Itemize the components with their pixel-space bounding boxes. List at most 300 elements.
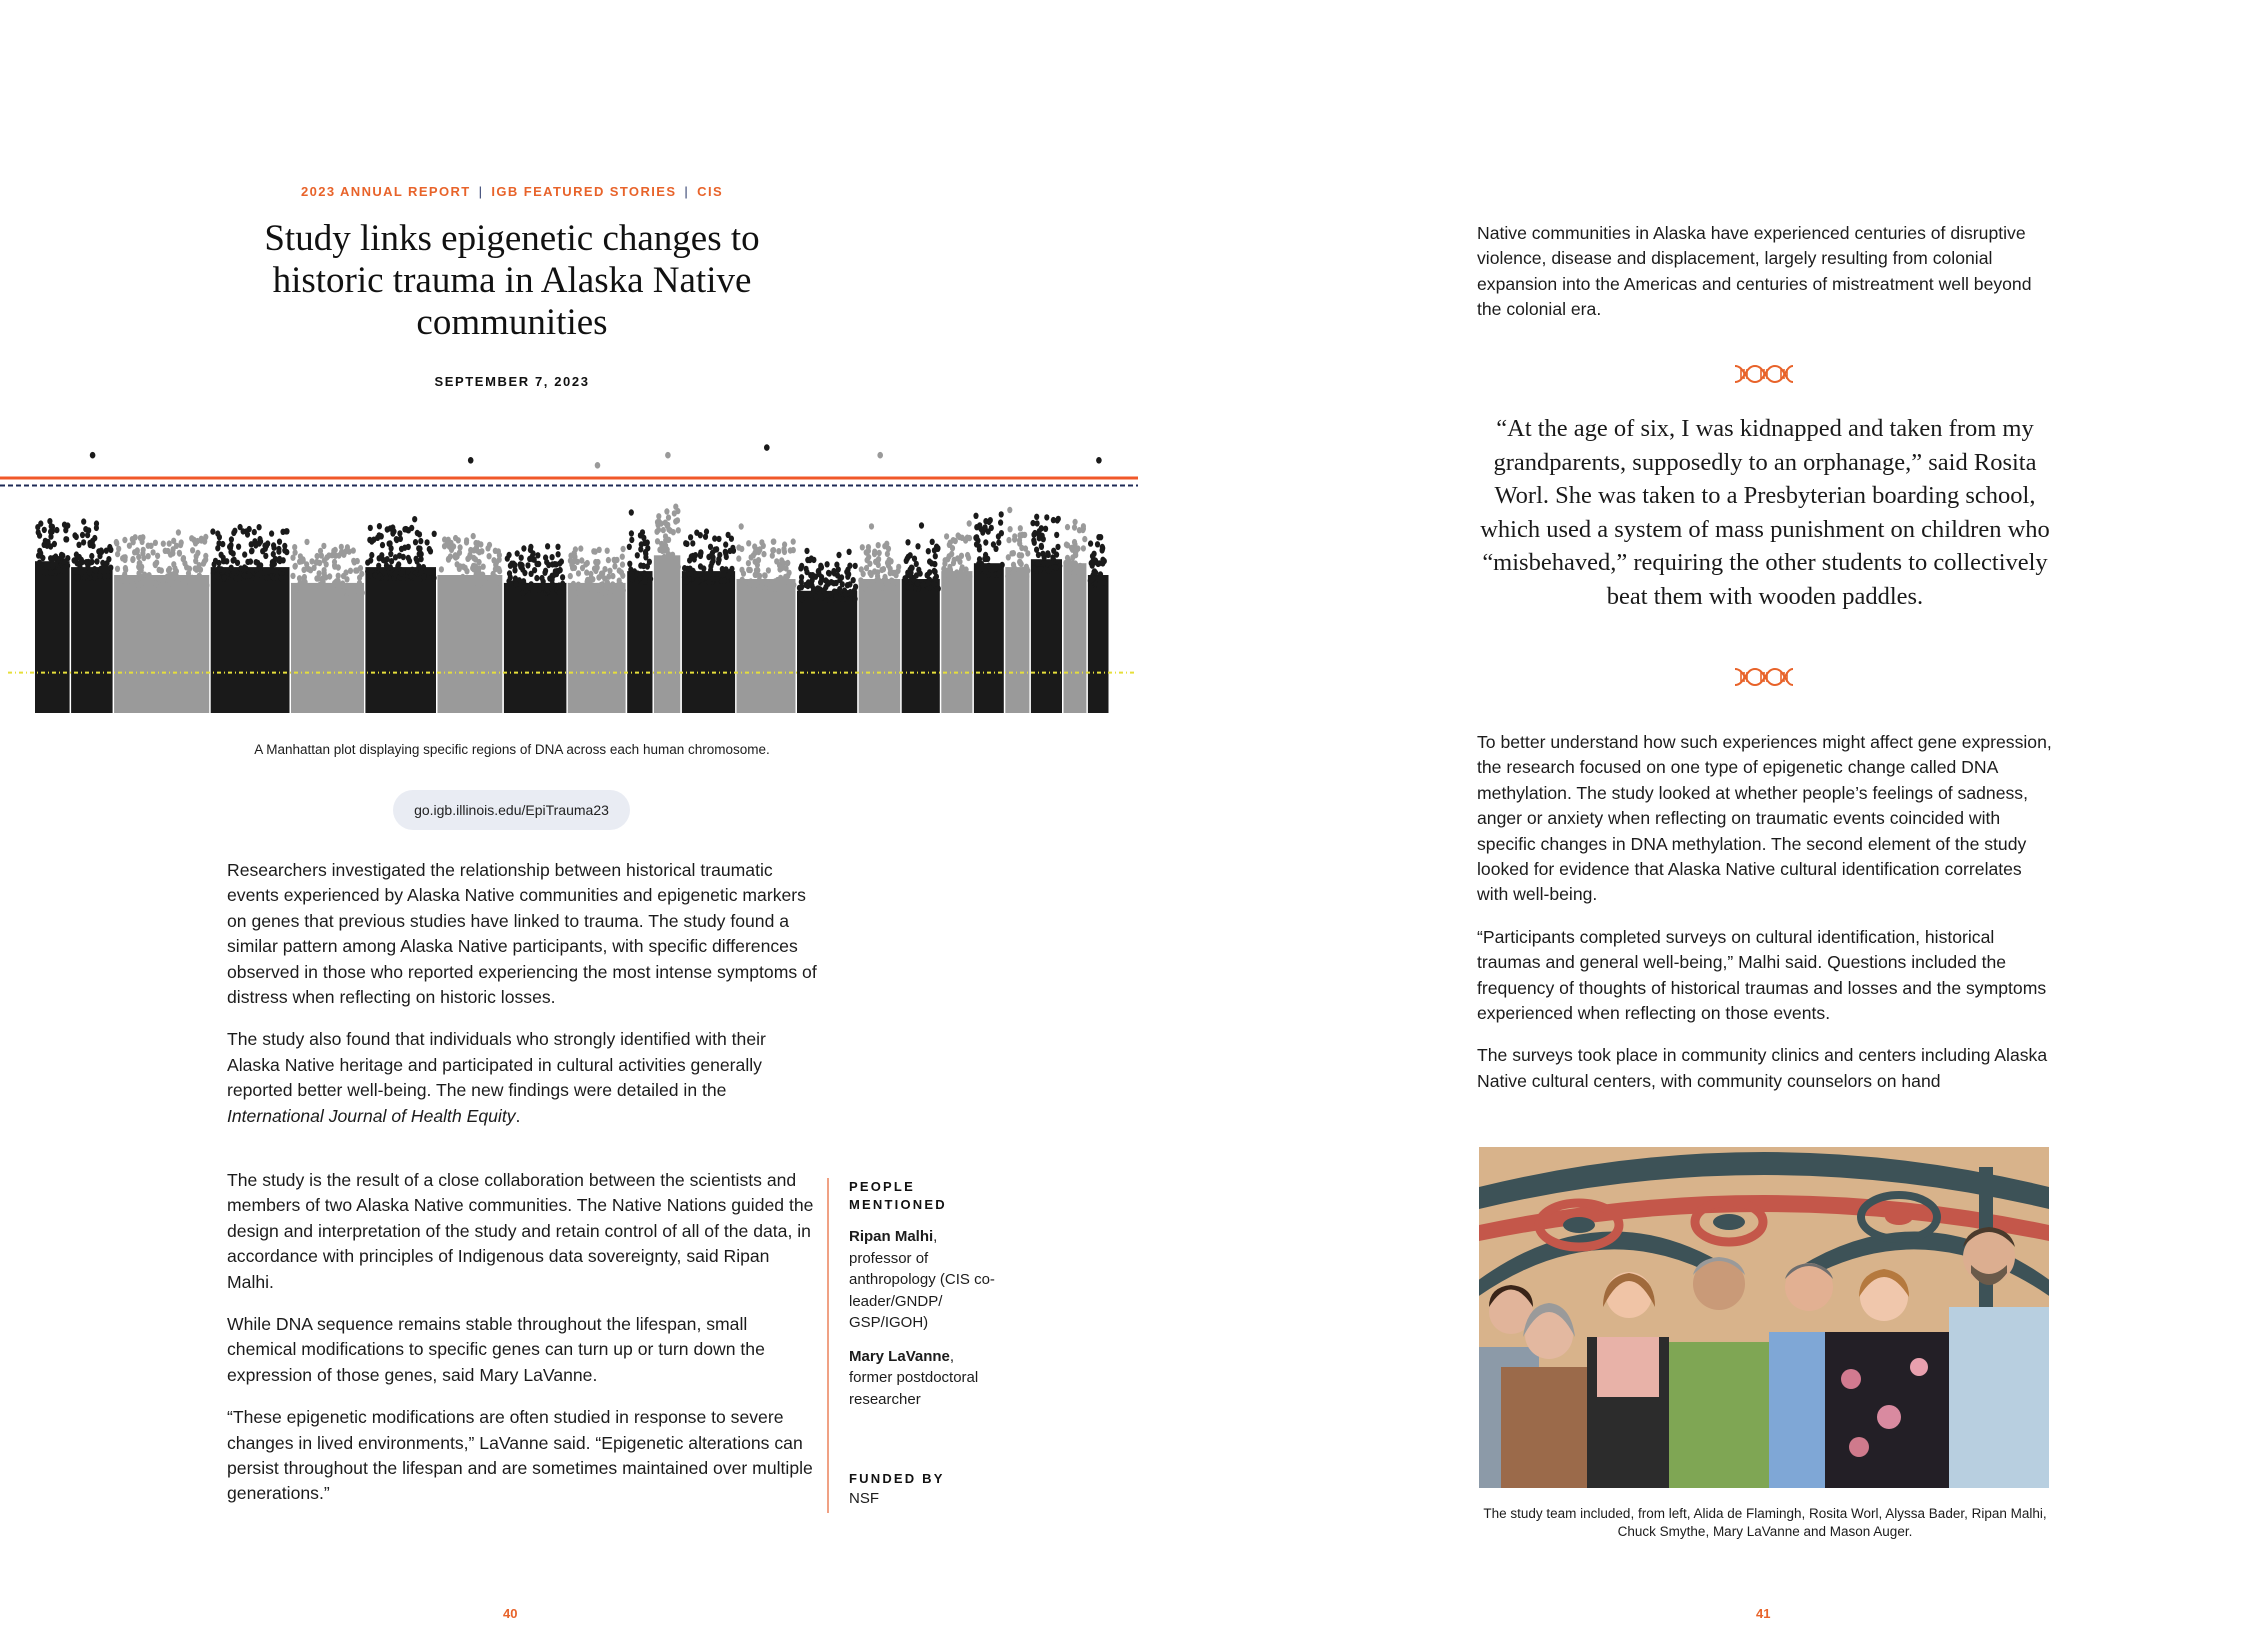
snp-point (605, 579, 610, 585)
snp-point (531, 550, 536, 556)
snp-point (666, 514, 671, 520)
snp-point (595, 583, 600, 589)
snp-point (791, 547, 796, 553)
snp-point (836, 552, 841, 558)
snp-point (773, 578, 778, 584)
snp-point (967, 535, 972, 541)
snp-point (493, 566, 498, 572)
snp-point (123, 554, 128, 560)
snp-point (281, 557, 286, 563)
snp-point (376, 575, 381, 581)
snp-point (54, 527, 59, 533)
snp-point (698, 551, 703, 557)
snp-point (753, 559, 758, 565)
snp-point (737, 586, 742, 592)
snp-point (276, 548, 281, 554)
snp-point (807, 557, 812, 563)
snp-point (810, 572, 815, 578)
snp-point (1095, 541, 1100, 547)
snp-point (605, 548, 610, 554)
snp-point (469, 576, 474, 582)
snp-point (845, 567, 850, 573)
top-hit-point (595, 462, 601, 469)
snp-point (803, 592, 808, 598)
snp-point (676, 527, 681, 533)
article-link-button[interactable]: go.igb.illinois.edu/EpiTrauma23 (393, 790, 630, 830)
body-paragraph: “Participants completed surveys on cultural identification, historical traumas and general well-being,” Malhi said. Questions included the frequency of thoughts of historical traumas and losses and the symptoms experienced when reflecting on those events. (1477, 926, 2047, 1024)
snp-point (654, 529, 659, 535)
snp-point (417, 546, 422, 552)
snp-point (394, 537, 399, 543)
snp-point (42, 527, 47, 533)
snp-point (1025, 568, 1030, 574)
snp-point (431, 569, 436, 575)
chromosome-6 (365, 516, 437, 713)
snp-point (889, 577, 894, 583)
snp-point (456, 537, 461, 543)
snp-point (76, 542, 81, 548)
snp-point (49, 557, 54, 563)
snp-point (755, 567, 760, 573)
snp-point (876, 542, 881, 548)
snp-point (74, 574, 79, 580)
snp-point (1053, 564, 1058, 570)
snp-point (1008, 526, 1013, 532)
snp-point (315, 553, 320, 559)
snp-point (455, 561, 460, 567)
snp-point (171, 546, 176, 552)
snp-point (461, 582, 466, 588)
snp-point (804, 548, 809, 554)
snp-point (92, 535, 97, 541)
snp-point (853, 596, 858, 602)
snp-point (576, 590, 581, 596)
snp-point (1055, 544, 1060, 550)
snp-point (959, 553, 964, 559)
snp-point (171, 538, 176, 544)
snp-point (357, 575, 362, 581)
right-body (1477, 730, 2057, 1111)
snp-point (698, 532, 703, 538)
snp-point (776, 548, 781, 554)
snp-point (231, 550, 236, 556)
person-entry: Mary LaVanne, former postdoctoral researcher (849, 1347, 979, 1408)
snp-point (606, 557, 611, 563)
snp-point (1088, 578, 1093, 584)
snp-point (65, 522, 70, 528)
snp-point (572, 550, 577, 556)
snp-point (43, 538, 48, 544)
snp-point (148, 581, 153, 587)
snp-point (730, 545, 735, 551)
snp-point (629, 530, 634, 536)
snp-point (527, 556, 532, 562)
snp-point (1072, 524, 1077, 530)
snp-point (118, 582, 123, 588)
snp-point (627, 561, 632, 567)
top-hit-point (1096, 457, 1102, 464)
chromosome-20 (1030, 514, 1062, 713)
snp-point (1067, 565, 1072, 571)
snp-point (277, 539, 282, 545)
chromosome-19-points (1005, 567, 1029, 713)
people-sidebar (827, 1178, 999, 1513)
snp-point (431, 575, 436, 581)
top-hit-point (665, 452, 671, 459)
snp-point (709, 560, 714, 566)
snp-point (1024, 573, 1029, 579)
snp-point (464, 568, 469, 574)
snp-point (1007, 507, 1012, 513)
figure-caption: A Manhattan plot displaying specific regions of DNA across each human chromosome. (254, 742, 770, 757)
snp-point (983, 568, 988, 574)
snp-point (983, 518, 988, 524)
snp-point (217, 534, 222, 540)
snp-point (135, 547, 140, 553)
snp-point (528, 544, 533, 550)
snp-point (544, 559, 549, 565)
snp-point (590, 587, 595, 593)
snp-point (89, 553, 94, 559)
snp-point (179, 539, 184, 545)
snp-point (823, 584, 828, 590)
snp-point (663, 520, 668, 526)
snp-point (304, 539, 309, 545)
snp-point (930, 539, 935, 545)
snp-point (335, 585, 340, 591)
snp-point (1034, 514, 1039, 520)
snp-point (615, 587, 620, 593)
snp-point (948, 568, 953, 574)
snp-point (839, 574, 844, 580)
snp-point (781, 546, 786, 552)
snp-point (798, 565, 803, 571)
snp-point (872, 549, 877, 555)
snp-point (80, 532, 85, 538)
snp-point (272, 561, 277, 567)
snp-point (1006, 567, 1011, 573)
snp-point (124, 582, 129, 588)
snp-point (557, 560, 562, 566)
snp-point (696, 578, 701, 584)
snp-point (1051, 517, 1056, 523)
top-hit-point (764, 444, 770, 451)
snp-point (244, 528, 249, 534)
snp-point (673, 518, 678, 524)
snp-point (231, 530, 236, 536)
snp-point (619, 569, 624, 575)
snp-point (848, 589, 853, 595)
snp-point (918, 570, 923, 576)
chromosome-16-points (902, 579, 940, 713)
snp-point (1043, 526, 1048, 532)
snp-point (823, 577, 828, 583)
snp-point (94, 520, 99, 526)
snp-point (153, 561, 158, 567)
snp-point (555, 544, 560, 550)
snp-point (881, 566, 886, 572)
snp-point (97, 573, 102, 579)
person-role: professor of anthropology (CIS co-leader/GNDP/ GSP/IGOH) (849, 1249, 995, 1331)
snp-point (298, 553, 303, 559)
snp-point (722, 578, 727, 584)
snp-point (1050, 554, 1055, 560)
snp-point (471, 533, 476, 539)
snp-point (48, 533, 53, 539)
snp-point (269, 530, 274, 536)
snp-point (334, 578, 339, 584)
snp-point (861, 571, 866, 577)
snp-point (193, 565, 198, 571)
snp-point (247, 572, 252, 578)
snp-point (656, 513, 661, 519)
snp-point (93, 568, 98, 574)
snp-point (1069, 545, 1074, 551)
snp-point (402, 526, 407, 532)
snp-point (690, 553, 695, 559)
intro-paragraph: Native communities in Alaska have experienced centuries of disruptive violence, disease and displacement, largely resulting from colonial expansion into the Americas and centuries of mistreatment well beyond the colonial era. (1477, 223, 2032, 320)
page-number: 40 (503, 1606, 518, 1621)
chromosome-9-points (568, 583, 626, 713)
kicker-annual-report: 2023 ANNUAL REPORT (300, 184, 471, 199)
dna-helix-icon (1733, 363, 1795, 385)
snp-point (505, 555, 510, 561)
snp-point (256, 564, 261, 570)
snp-point (967, 573, 972, 579)
snp-point (556, 551, 561, 557)
snp-point (936, 585, 941, 591)
snp-point (407, 558, 412, 564)
snp-point (97, 553, 102, 559)
snp-point (1041, 560, 1046, 566)
snp-point (999, 511, 1004, 517)
body-paragraph: The surveys took place in community clinics and centers including Alaska Native cultural centers, with community counselors on hand (1477, 1045, 2048, 1091)
snp-point (996, 539, 1001, 545)
snp-point (297, 559, 302, 565)
snp-point (322, 567, 327, 573)
snp-point (271, 551, 276, 557)
snp-point (1019, 561, 1024, 567)
snp-point (701, 565, 706, 571)
snp-point (227, 544, 232, 550)
pull-quote: “At the age of six, I was kidnapped and taken from my grandparents, supposedly to an orphanage,” said Rosita Worl. She was taken to a Presbyterian boarding school, which used a system of mass punishment on children who “misbehaved,” requiring the other students to collectively beat them with wooden paddles. (1480, 415, 2050, 610)
snp-point (149, 543, 154, 549)
snp-point (1077, 527, 1082, 533)
snp-point (130, 556, 135, 562)
snp-point (460, 574, 465, 580)
snp-point (491, 579, 496, 585)
chromosome-18 (973, 511, 1005, 713)
snp-point (684, 578, 689, 584)
snp-point (388, 525, 393, 531)
snp-point (945, 556, 950, 562)
snp-point (1046, 567, 1051, 573)
snp-point (458, 544, 463, 550)
kicker-separator: | (684, 184, 690, 199)
snp-point (991, 541, 996, 547)
snp-point (271, 545, 276, 551)
snp-point (720, 566, 725, 572)
snp-point (787, 580, 792, 586)
snp-point (1020, 532, 1025, 538)
snp-point (1023, 545, 1028, 551)
snp-point (166, 567, 171, 573)
snp-point (818, 564, 823, 570)
snp-point (165, 548, 170, 554)
snp-point (63, 536, 68, 542)
snp-point (339, 549, 344, 555)
snp-point (1075, 545, 1080, 551)
snp-point (799, 584, 804, 590)
snp-point (161, 541, 166, 547)
snp-point (853, 563, 858, 569)
chromosome-3-points (114, 575, 209, 713)
snp-point (314, 575, 319, 581)
snp-point (723, 541, 728, 547)
snp-point (1065, 555, 1070, 561)
chromosome-2 (71, 518, 113, 713)
snp-point (191, 537, 196, 543)
snp-point (676, 564, 681, 570)
snp-point (545, 543, 550, 549)
snp-point (753, 546, 758, 552)
snp-point (1054, 532, 1059, 538)
snp-point (706, 579, 711, 585)
snp-point (717, 557, 722, 563)
snp-point (552, 561, 557, 567)
snp-point (690, 540, 695, 546)
snp-point (1031, 565, 1036, 571)
snp-point (860, 544, 865, 550)
snp-point (212, 561, 217, 567)
snp-point (160, 578, 165, 584)
snp-point (612, 558, 617, 564)
snp-point (99, 547, 104, 553)
snp-point (388, 551, 393, 557)
snp-point (369, 538, 374, 544)
snp-point (560, 574, 565, 580)
snp-point (442, 575, 447, 581)
snp-point (866, 544, 871, 550)
snp-point (868, 582, 873, 588)
snp-point (912, 556, 917, 562)
chromosome-6-points (365, 567, 436, 713)
chromosome-15 (858, 523, 901, 713)
snp-point (749, 554, 754, 560)
snp-point (417, 531, 422, 537)
snp-point (773, 586, 778, 592)
snp-point (89, 559, 94, 565)
snp-point (74, 534, 79, 540)
snp-point (355, 588, 360, 594)
snp-point (177, 550, 182, 556)
snp-point (1096, 582, 1101, 588)
snp-point (464, 537, 469, 543)
snp-point (648, 576, 653, 582)
snp-point (1038, 566, 1043, 572)
snp-point (473, 563, 478, 569)
snp-point (853, 584, 858, 590)
snp-point (834, 562, 839, 568)
snp-point (959, 567, 964, 573)
snp-point (840, 596, 845, 602)
snp-point (104, 548, 109, 554)
snp-point (248, 558, 253, 564)
snp-point (578, 545, 583, 551)
snp-point (87, 569, 92, 575)
snp-point (37, 532, 42, 538)
snp-point (231, 557, 236, 563)
snp-point (579, 557, 584, 563)
snp-point (547, 575, 552, 581)
kicker-separator: | (478, 184, 484, 199)
snp-point (345, 589, 350, 595)
snp-point (766, 567, 771, 573)
snp-point (378, 533, 383, 539)
snp-point (568, 573, 573, 579)
snp-point (497, 552, 502, 558)
snp-point (1073, 519, 1078, 525)
snp-point (635, 552, 640, 558)
kicker-featured-stories: IGB FEATURED STORIES (491, 184, 677, 199)
article-title: Study links epigenetic changes to historic trauma in Alaska Native communities (264, 218, 760, 343)
section-kicker (262, 184, 762, 199)
snp-point (257, 536, 262, 542)
snp-point (1065, 524, 1070, 530)
snp-point (883, 576, 888, 582)
snp-point (537, 587, 542, 593)
journal-name: International Journal of Health Equity (227, 1105, 516, 1126)
snp-point (1000, 562, 1005, 568)
snp-point (442, 543, 447, 549)
chromosome-7-points (438, 575, 503, 713)
top-hit-point (877, 452, 883, 459)
snp-point (944, 533, 949, 539)
body-paragraph: The study is the result of a close collaboration between the scientists and members of two Alaska Native communities. The Native Nations guided the design and interpretation of the study and retain control of all of the data, in accordance with principles of Indigenous data sovereignty, said Ripan Malhi. (227, 1170, 814, 1292)
snp-point (1012, 536, 1017, 542)
chromosome-12-points (682, 571, 735, 713)
dna-helix-icon (1733, 666, 1795, 688)
snp-point (358, 565, 363, 571)
chromosome-20-points (1031, 559, 1062, 713)
snp-point (629, 576, 634, 582)
chromosome-21-points (1064, 563, 1087, 713)
snp-point (825, 561, 830, 567)
snp-point (83, 526, 88, 532)
snp-point (729, 536, 734, 542)
chromosome-13-points (737, 579, 796, 713)
snp-point (919, 522, 924, 528)
snp-point (641, 535, 646, 541)
manhattan-plot (0, 425, 1140, 717)
snp-point (727, 569, 732, 575)
snp-point (532, 567, 537, 573)
paragraph-text: . (515, 1105, 521, 1126)
snp-point (1077, 571, 1082, 577)
snp-point (723, 549, 728, 555)
snp-point (561, 589, 566, 595)
snp-point (762, 572, 767, 578)
snp-point (806, 579, 811, 585)
chromosome-4 (210, 524, 289, 713)
snp-point (618, 582, 623, 588)
snp-point (466, 554, 471, 560)
snp-point (521, 545, 526, 551)
snp-point (597, 547, 602, 553)
snp-point (336, 564, 341, 570)
snp-point (974, 524, 979, 530)
snp-point (557, 582, 562, 588)
